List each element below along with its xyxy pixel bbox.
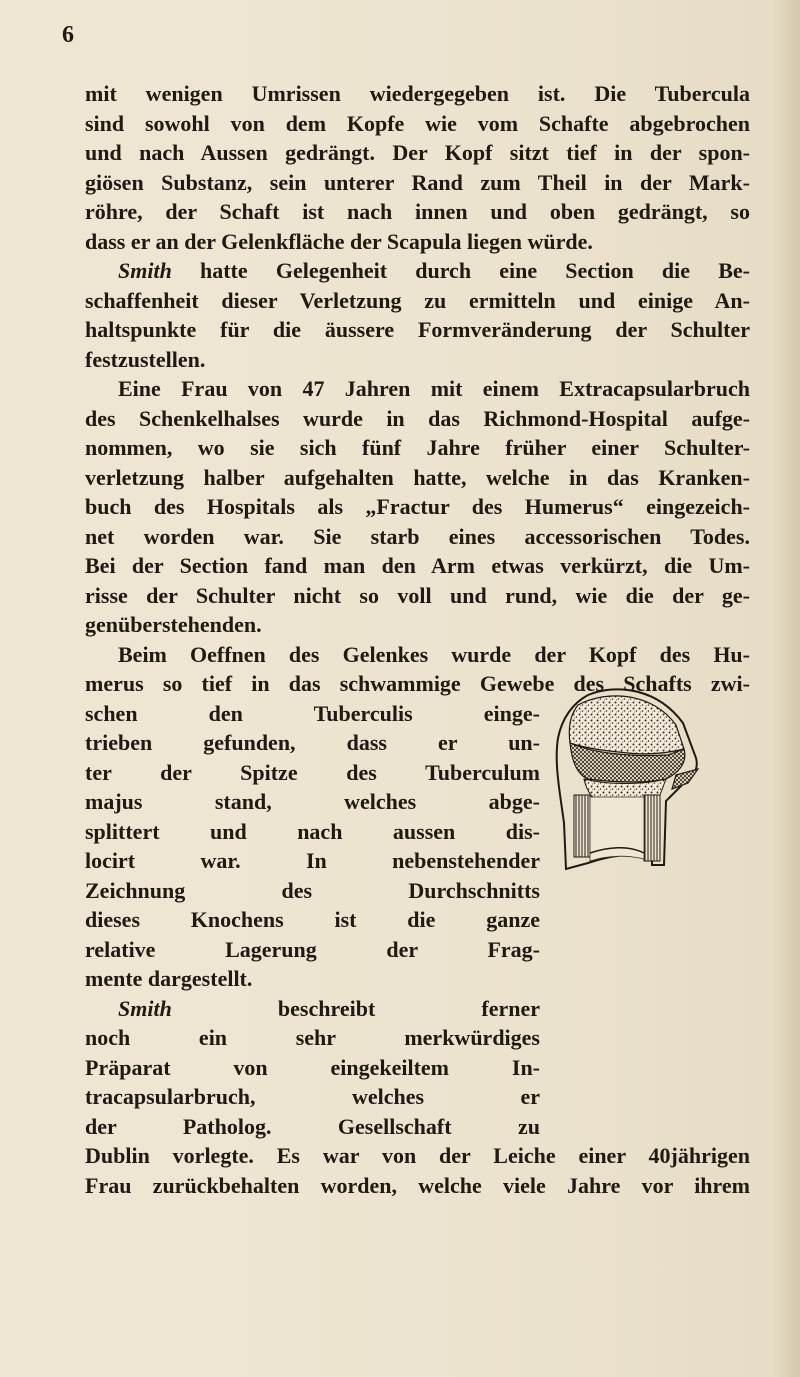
text-line: merus so tief in das schwammige Gewebe des Schafts zwi-: [85, 671, 750, 696]
text-line: noch ein sehr merkwürdiges: [85, 1025, 540, 1050]
text-line: Präparat von eingekeiltem In-: [85, 1054, 540, 1080]
text-fragment: hatte Gelegenheit durch eine Section die Be-: [171, 258, 750, 283]
text-line: relative Lagerung der Frag-: [85, 936, 540, 962]
text-line: Eine Frau von 47 Jahren mit einem Extracapsularbruch: [118, 376, 750, 401]
text-line: der Patholog. Gesellschaft zu: [85, 1113, 540, 1139]
text-fragment: beschreibt ferner: [171, 995, 540, 1021]
text-line: dieses Knochens ist die ganze: [85, 907, 540, 932]
text-line: majus stand, welches abge-: [85, 789, 540, 814]
body-text: [85, 79, 750, 1200]
text-line: Beim Oeffnen des Gelenkes wurde der Kopf des Hu-: [118, 641, 750, 667]
text-line: mit wenigen Umrissen wiedergegeben ist. Die Tubercula: [85, 81, 750, 106]
text-line: röhre, der Schaft ist nach innen und oben gedrängt, so: [85, 199, 750, 224]
text-line: splittert und nach aussen dis-: [85, 818, 540, 844]
text-line: haltspunkte für die äussere Formveränderung der Schulter: [85, 317, 750, 342]
text-line: ter der Spitze des Tuberculum: [85, 759, 540, 785]
text-line: schaffenheit dieser Verletzung zu ermitteln und einige An-: [85, 287, 750, 313]
bone-cross-section-illustration: [548, 683, 704, 873]
page-number: 6: [62, 22, 74, 48]
author-name: Smith: [118, 258, 172, 283]
text-line: mente dargestellt.: [85, 966, 253, 991]
text-line: risse der Schulter nicht so voll und rund, wie die der ge-: [85, 582, 750, 608]
text-line: sind sowohl von dem Kopfe wie vom Schafte abgebrochen: [85, 110, 750, 136]
text-line: giösen Substanz, sein unterer Rand zum Theil in der Mark-: [85, 169, 750, 195]
text-line: [85, 994, 540, 1024]
text-line: genüberstehenden.: [85, 612, 262, 637]
text-line: und nach Aussen gedrängt. Der Kopf sitzt tief in der spon-: [85, 140, 750, 165]
text-line: Bei der Section fand man den Arm etwas verkürzt, die Um-: [85, 553, 750, 578]
text-line: Frau zurückbehalten worden, welche viele Jahre vor ihrem: [85, 1172, 750, 1198]
text-line: locirt war. In nebenstehender: [85, 848, 540, 873]
author-name: Smith: [118, 995, 172, 1021]
text-line: festzustellen.: [85, 346, 206, 372]
text-line: nommen, wo sie sich fünf Jahre früher einer Schulter-: [85, 435, 750, 460]
text-line: Zeichnung des Durchschnitts: [85, 877, 540, 903]
text-line: [85, 256, 750, 286]
text-line: trieben gefunden, dass er un-: [85, 730, 540, 755]
page-edge-shadow: [772, 0, 800, 1377]
text-line: schen den Tuberculis einge-: [85, 700, 540, 726]
text-line: buch des Hospitals als „Fractur des Humerus“ eingezeich-: [85, 494, 750, 519]
text-line: net worden war. Sie starb eines accessorischen Todes.: [85, 523, 750, 549]
text-line: tracapsularbruch, welches er: [85, 1084, 540, 1109]
text-line: des Schenkelhalses wurde in das Richmond-Hospital aufge-: [85, 405, 750, 431]
text-line: verletzung halber aufgehalten hatte, welche in das Kranken-: [85, 464, 750, 490]
text-line: Dublin vorlegte. Es war von der Leiche einer 40jährigen: [85, 1143, 750, 1168]
text-line: dass er an der Gelenkfläche der Scapula liegen würde.: [85, 228, 593, 254]
